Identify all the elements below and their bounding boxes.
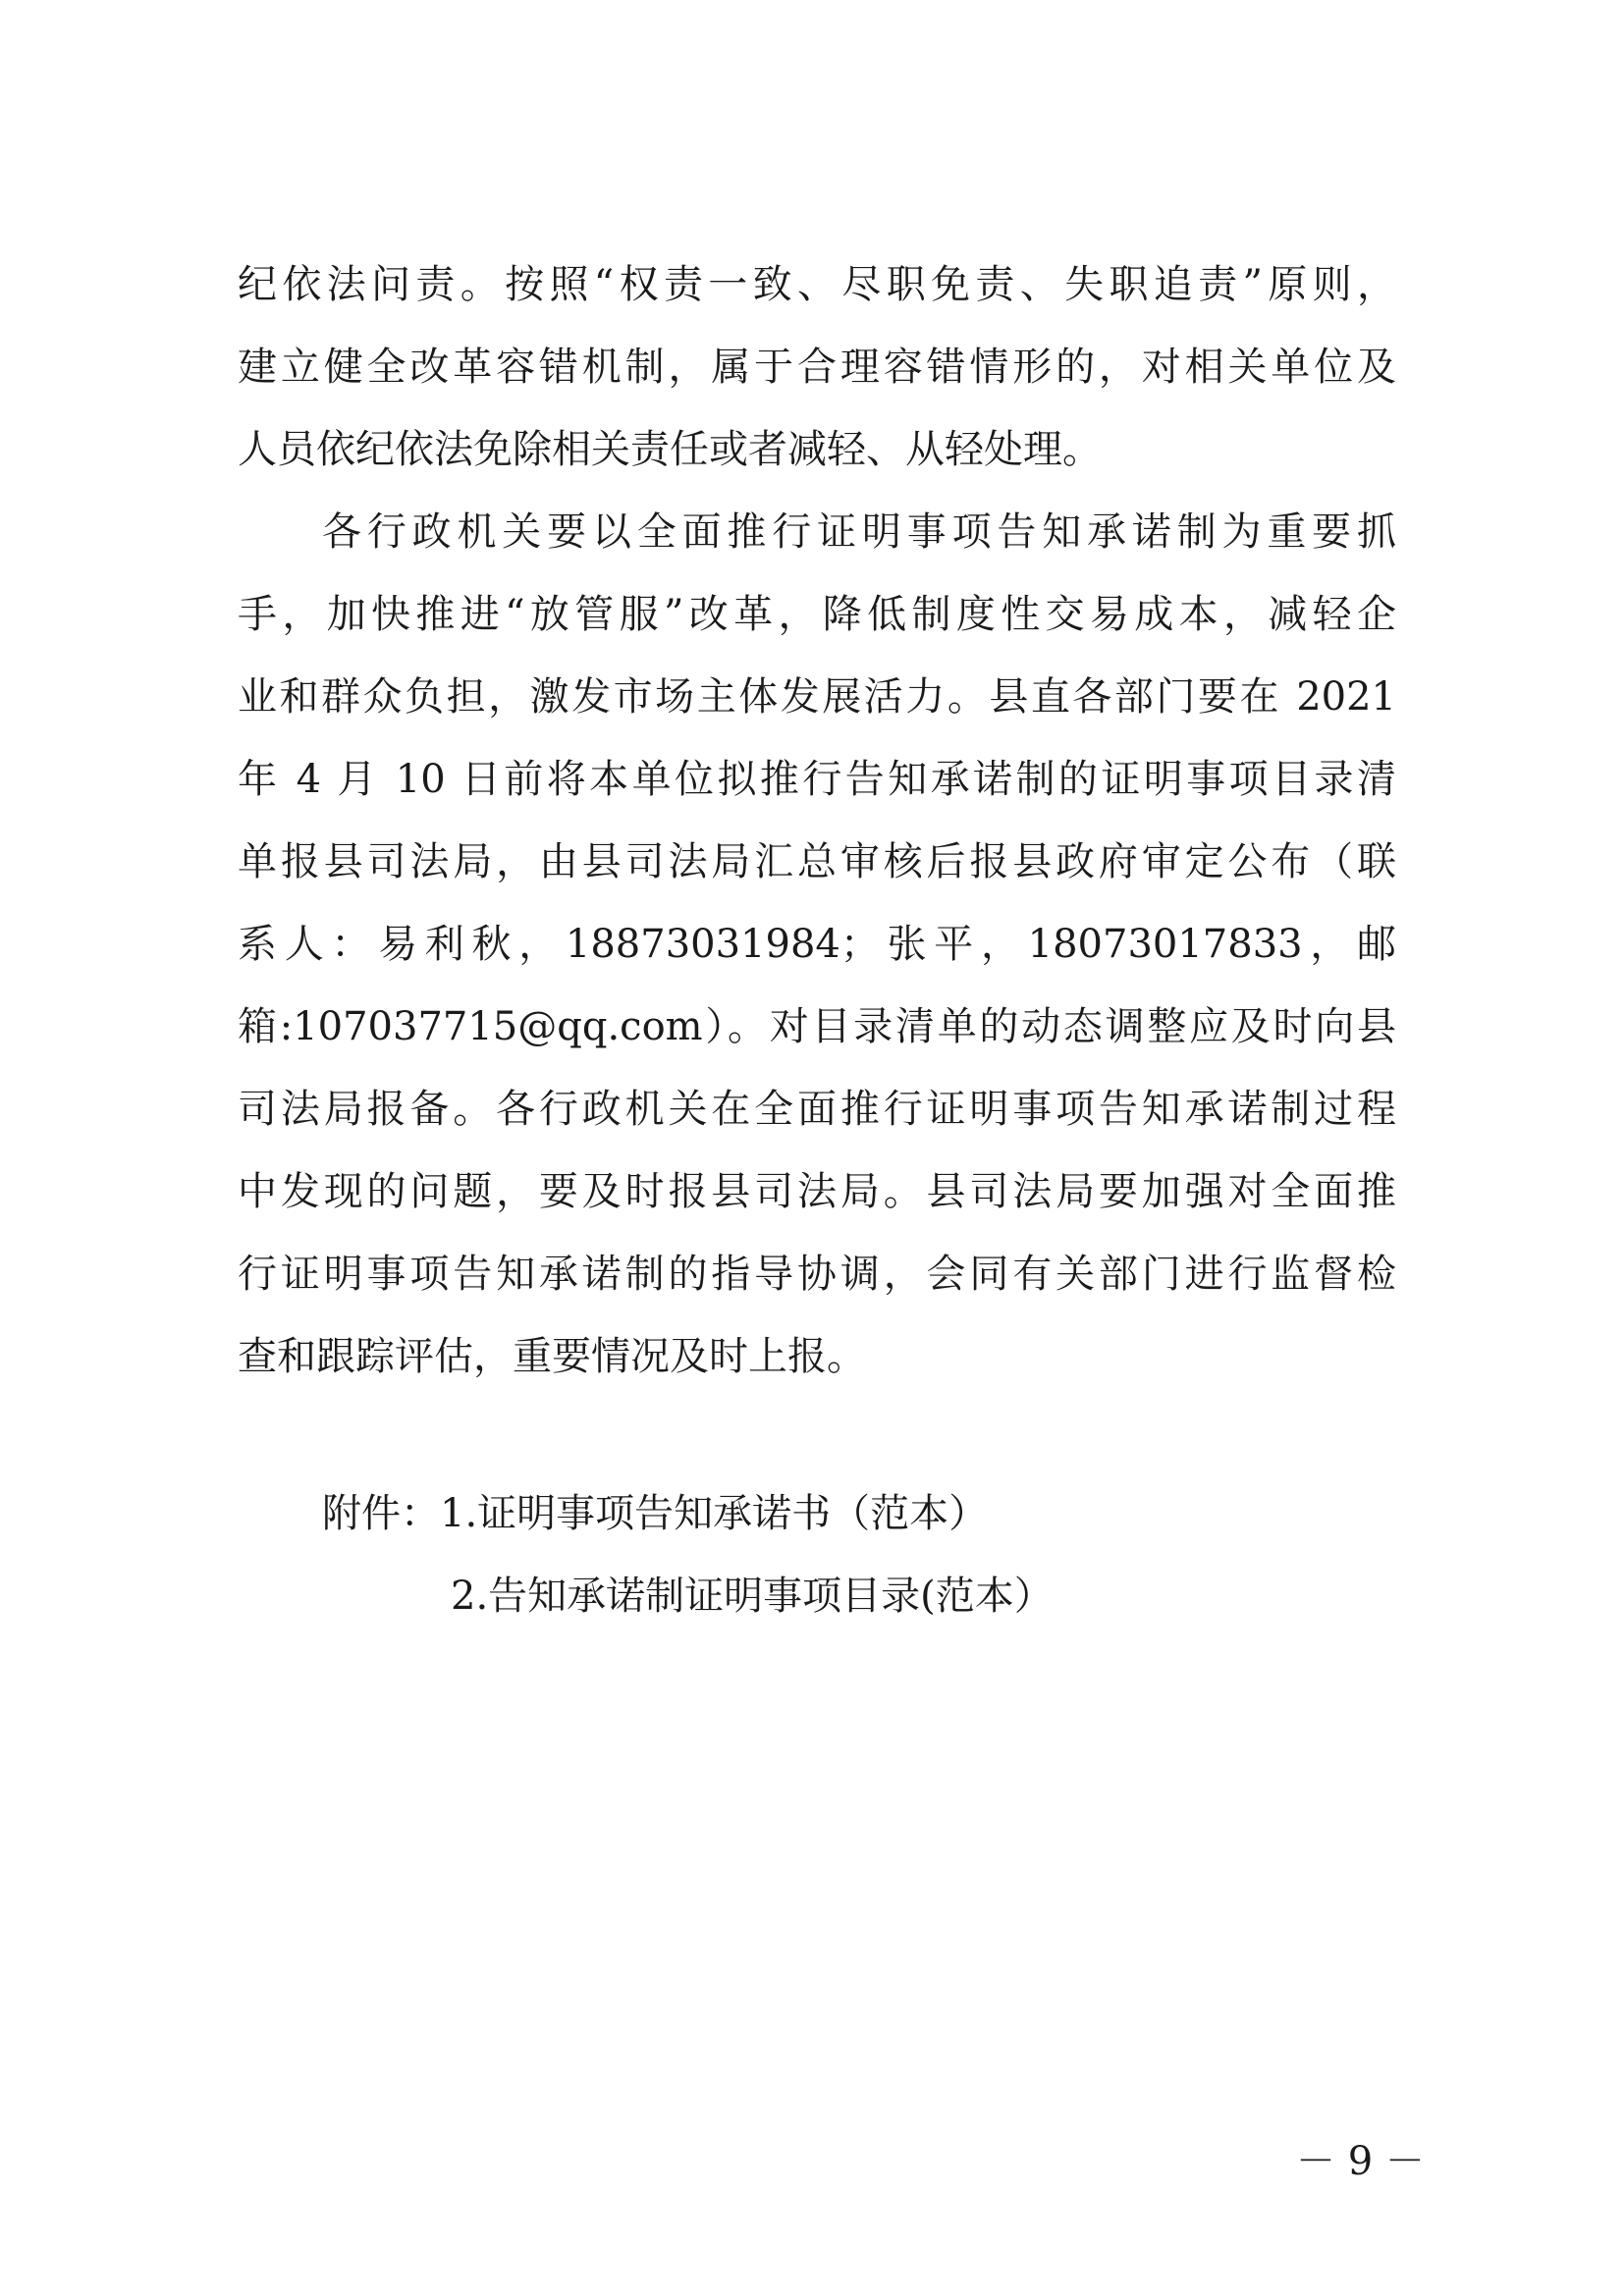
text-line: 手，加快推进“放管服”改革，降低制度性交易成本，减轻企	[238, 592, 1396, 637]
text-line: 箱:107037715@qq.com）。对目录清单的动态调整应及时向县	[238, 1004, 1396, 1049]
paragraph-1	[238, 243, 1396, 491]
text-line: 司法局报备。各行政机关在全面推行证明事项告知承诺制过程	[238, 1087, 1396, 1132]
attachment-item-1: 附件：1.证明事项告知承诺书（范本）	[322, 1491, 989, 1536]
text-line: 建立健全改革容错机制，属于合理容错情形的，对相关单位及	[238, 345, 1396, 390]
document-body	[238, 243, 1396, 1398]
text-line: 业和群众负担，激发市场主体发展活力。县直各部门要在 2021	[238, 674, 1396, 720]
text-line: 行证明事项告知承诺制的指导协调，会同有关部门进行监督检	[238, 1252, 1396, 1297]
text-line: 系人：易利秋，18873031984；张平，18073017833，邮	[238, 922, 1396, 967]
text-line: 纪依法问责。按照“权责一致、尽职免责、失职追责”原则，	[238, 262, 1396, 307]
text-line: 各行政机关要以全面推行证明事项告知承诺制为重要抓	[322, 509, 1396, 555]
paragraph-2	[238, 491, 1396, 1398]
text-line: 中发现的问题，要及时报县司法局。县司法局要加强对全面推	[238, 1169, 1396, 1214]
page-number: － 9 －	[1296, 2139, 1425, 2184]
text-line: 人员依纪依法免除相关责任或者减轻、从轻处理。	[238, 427, 1102, 472]
text-line: 单报县司法局，由县司法局汇总审核后报县政府审定公布（联	[238, 839, 1396, 884]
attachment-item-2: 2.告知承诺制证明事项目录(范本）	[451, 1574, 1054, 1619]
text-line: 查和跟踪评估，重要情况及时上报。	[238, 1334, 866, 1379]
text-line: 年 4 月 10 日前将本单位拟推行告知承诺制的证明事项目录清	[238, 757, 1396, 802]
attachments-list	[322, 1472, 1402, 1637]
